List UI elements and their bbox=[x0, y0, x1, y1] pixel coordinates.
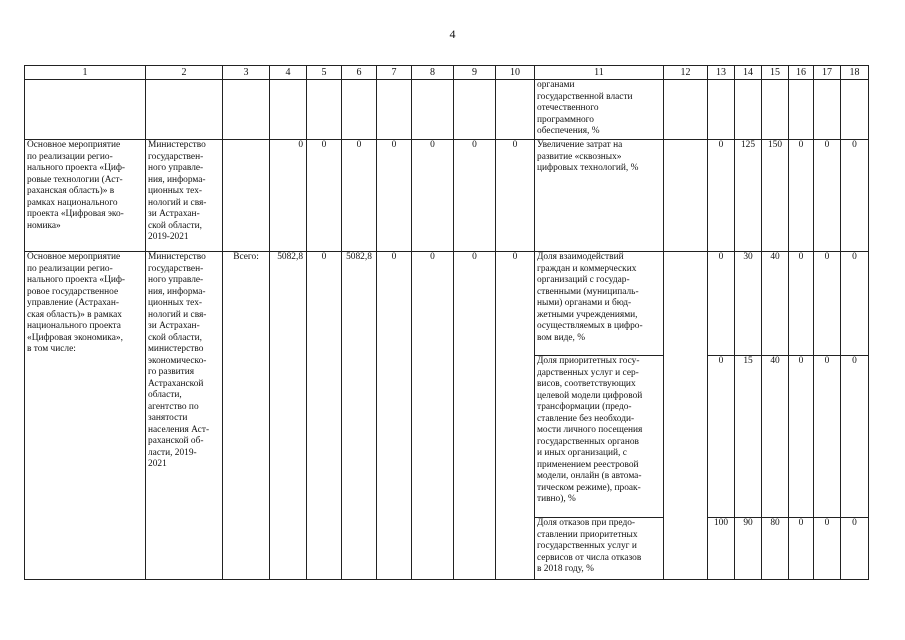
indicator-value: 0 bbox=[814, 140, 841, 252]
col-header-9: 9 bbox=[454, 66, 496, 80]
table-row bbox=[25, 140, 869, 252]
indicator-value: 0 bbox=[841, 518, 869, 580]
funding-value: 0 bbox=[496, 140, 535, 252]
funding-value: 0 bbox=[412, 252, 454, 580]
program-table bbox=[24, 65, 869, 580]
col-header-11: 11 bbox=[535, 66, 664, 80]
col-header-10: 10 bbox=[496, 66, 535, 80]
col-header-16: 16 bbox=[789, 66, 814, 80]
executor: Министерство государствен- ного управле- ния, информа- ционных тех- нологий и свя- зи Астрахан- ской области, министерство экономическо- го развития Астраханской области, агентство по занятости населения Аст- раханской об- ласти, 2019- 2021 bbox=[146, 252, 223, 580]
col-header-2: 2 bbox=[146, 66, 223, 80]
funding-value: 0 bbox=[454, 140, 496, 252]
indicator-value: 40 bbox=[762, 252, 789, 356]
page-number: 4 bbox=[449, 27, 456, 41]
indicator-text: органами государственной власти отечественного программного обеспечения, % bbox=[535, 80, 664, 140]
col-header-7: 7 bbox=[377, 66, 412, 80]
indicator-value: 80 bbox=[762, 518, 789, 580]
table-row bbox=[25, 80, 869, 140]
col-header-3: 3 bbox=[223, 66, 270, 80]
indicator-value: 90 bbox=[735, 518, 762, 580]
funding-value: 5082,8 bbox=[342, 252, 377, 580]
indicator-value: 0 bbox=[814, 252, 841, 356]
indicator-value: 0 bbox=[789, 252, 814, 356]
indicator-value: 0 bbox=[789, 356, 814, 518]
table-row bbox=[25, 252, 869, 356]
indicator-value: 0 bbox=[841, 252, 869, 356]
indicator-value: 150 bbox=[762, 140, 789, 252]
total-label: Всего: bbox=[223, 252, 270, 580]
col-header-12: 12 bbox=[664, 66, 708, 80]
col-header-14: 14 bbox=[735, 66, 762, 80]
col-header-1: 1 bbox=[25, 66, 146, 80]
col-header-5: 5 bbox=[307, 66, 342, 80]
indicator-value: 15 bbox=[735, 356, 762, 518]
indicator-text: Доля отказов при предо- ставлении приоритетных государственных услуг и сервисов от числа отказов в 2018 году, % bbox=[535, 518, 664, 580]
funding-value: 0 bbox=[454, 252, 496, 580]
activity-name: Основное мероприятие по реализации регио- нального проекта «Циф- ровое государственное управление (Астрахан- ская область)» в рамках национального проекта «Цифровая экономика», в том числе: bbox=[25, 252, 146, 580]
funding-value: 0 bbox=[307, 140, 342, 252]
indicator-value: 0 bbox=[708, 356, 735, 518]
funding-value: 0 bbox=[412, 140, 454, 252]
funding-value: 0 bbox=[270, 140, 307, 252]
funding-value: 0 bbox=[377, 252, 412, 580]
col-header-6: 6 bbox=[342, 66, 377, 80]
indicator-value: 0 bbox=[841, 140, 869, 252]
indicator-value: 0 bbox=[708, 140, 735, 252]
funding-value: 0 bbox=[377, 140, 412, 252]
indicator-value: 0 bbox=[814, 518, 841, 580]
col-header-15: 15 bbox=[762, 66, 789, 80]
indicator-value: 0 bbox=[789, 518, 814, 580]
indicator-text: Доля приоритетных госу- дарственных услуг и сер- висов, соответствующих целевой модели цифровой трансформации (предо- ставление без необходи- мости личного посещения государственных органов и иных организаций, с применением реестровой модели, онлайн (в автома- тическом режиме), проак- тивно), % bbox=[535, 356, 664, 518]
executor: Министерство государствен- ного управле- ния, информа- ционных тех- нологий и свя- зи Астрахан- ской области, 2019-2021 bbox=[146, 140, 223, 252]
indicator-value: 125 bbox=[735, 140, 762, 252]
col-header-8: 8 bbox=[412, 66, 454, 80]
activity-name: Основное мероприятие по реализации регио- нального проекта «Циф- ровые технологии (Аст- раханская область)» в рамках национального проекта «Цифровая эко- номика» bbox=[25, 140, 146, 252]
indicator-value: 0 bbox=[814, 356, 841, 518]
indicator-value: 0 bbox=[789, 140, 814, 252]
indicator-text: Увеличение затрат на развитие «сквозных» цифровых технологий, % bbox=[535, 140, 664, 252]
col-header-13: 13 bbox=[708, 66, 735, 80]
funding-value: 0 bbox=[496, 252, 535, 580]
indicator-value: 100 bbox=[708, 518, 735, 580]
indicator-text: Доля взаимодействий граждан и коммерческих организаций с государ- ственными (муниципаль- ными) органами и бюд- жетными учреждениями, осуществляемых в цифро- вом виде, % bbox=[535, 252, 664, 356]
indicator-value: 0 bbox=[841, 356, 869, 518]
funding-value: 0 bbox=[307, 252, 342, 580]
col-header-18: 18 bbox=[841, 66, 869, 80]
indicator-value: 0 bbox=[708, 252, 735, 356]
col-header-17: 17 bbox=[814, 66, 841, 80]
indicator-value: 30 bbox=[735, 252, 762, 356]
funding-value: 0 bbox=[342, 140, 377, 252]
table-header-row bbox=[25, 66, 869, 80]
funding-value: 5082,8 bbox=[270, 252, 307, 580]
indicator-value: 40 bbox=[762, 356, 789, 518]
col-header-4: 4 bbox=[270, 66, 307, 80]
